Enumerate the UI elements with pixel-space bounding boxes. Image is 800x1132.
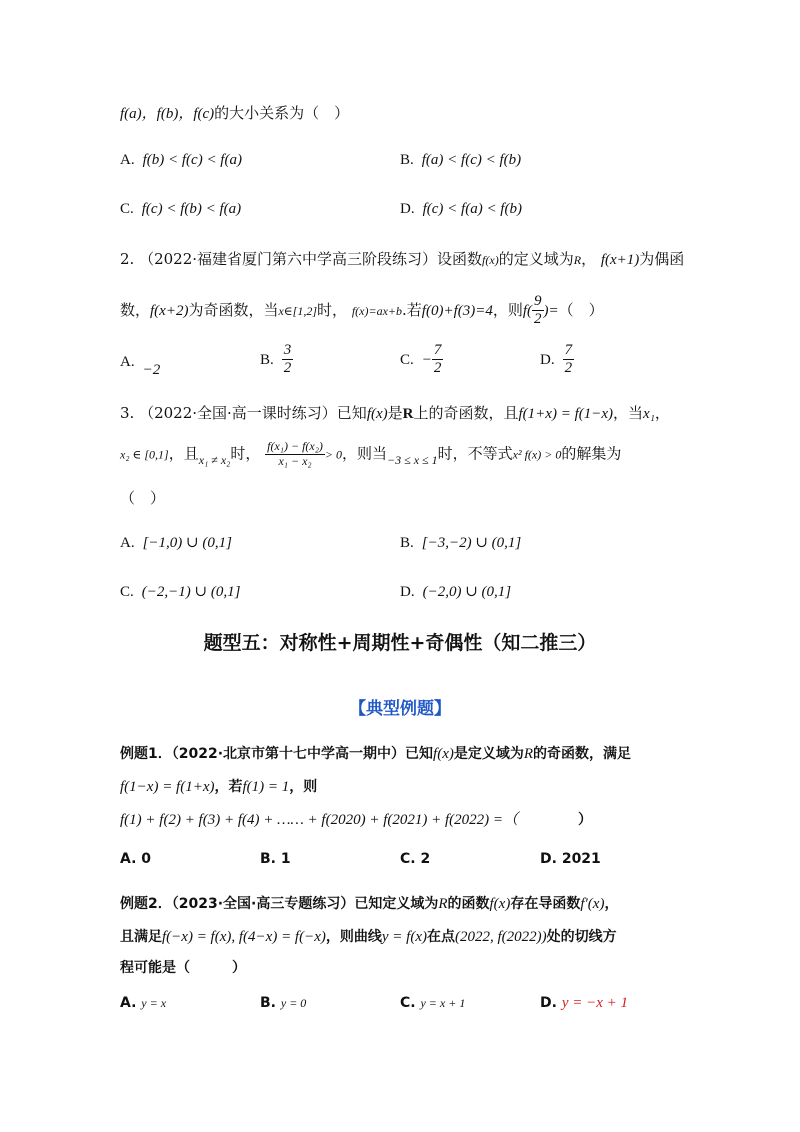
option-a[interactable]: A. [−1,0) ∪ (0,1] (120, 535, 232, 551)
ex1-stem-line-3: f(1) + f(2) + f(3) + f(4) + …… + f(2020) + f(2021) + f(2022) =（ ） (120, 812, 593, 828)
math-expression: f(a)，f(b)，f(c) (120, 106, 215, 122)
option-d[interactable]: D. 2021 (540, 851, 601, 867)
question-source: （2022·全国·高一课时练习）已知 (139, 404, 367, 422)
option-c[interactable]: C. − $\frac{7}{2}$ (400, 342, 442, 377)
q2-stem-line-1: 2. （2022·福建省厦门第六中学高三阶段练习）设函数f(x)的定义域为R， f(x+1)为偶函 (120, 250, 685, 268)
example-label: 例题1．（2022·北京市第十七中学高一期中）已知 (120, 746, 434, 762)
option-c[interactable]: C. f(c) < f(b) < f(a) (120, 201, 242, 217)
option-b[interactable]: B. $\frac{3}{2}$ (260, 342, 292, 377)
q-prev-stem (120, 102, 349, 123)
ex1-stem-line-1: 例题1．（2022·北京市第十七中学高一期中）已知f(x)是定义域为R的奇函数，满足 (120, 746, 632, 762)
option-d[interactable]: D. $\frac{7}{2}$ (540, 342, 573, 377)
option-a[interactable]: A. −2 (120, 354, 161, 378)
ex2-stem-line-1: 例题2．（2023·全国·高三专题练习）已知定义域为R的函数f(x)存在导函数f′(x)， (120, 896, 619, 912)
option-a[interactable]: A. y = x (120, 995, 167, 1011)
ex1-stem-line-2: f(1−x) = f(1+x)，若f(1) = 1，则 (120, 779, 318, 795)
question-source: （2022·福建省厦门第六中学高三阶段练习）设函数 (139, 250, 483, 268)
fraction: $\frac{\text{f(x₁) − f(x₂)}}{\text{x₁ − x₂}}$ (267, 439, 323, 468)
option-d[interactable]: D. (−2,0) ∪ (0,1] (400, 584, 512, 600)
highlighted-answer: y = −x + 1 (561, 995, 629, 1011)
option-c[interactable]: C. (−2,−1) ∪ (0,1] (120, 584, 241, 600)
q2-options-row (120, 342, 720, 382)
option-a[interactable]: A. 0 (120, 851, 152, 867)
question-number: 3. (120, 404, 135, 422)
option-c[interactable]: C. 2 (400, 851, 431, 867)
option-a[interactable]: A. f(b) < f(c) < f(a) (120, 152, 242, 168)
option-b[interactable]: B. 1 (260, 851, 291, 867)
q3-stem-line-1: 3. （2022·全国·高一课时练习）已知f(x)是R上的奇函数，且f(1+x) = f(1−x)，当x₁， (120, 404, 670, 422)
option-d[interactable]: D. y = −x + 1 (540, 995, 629, 1011)
section-subtitle: 【典型例题】 (349, 699, 451, 719)
option-d[interactable]: D. f(c) < f(a) < f(b) (400, 201, 522, 217)
q3-stem-line-2: x₂ ∈ [0,1]，且$_{x_1 \ne x_2}$时， $\frac{\text{f(x₁) − f(x₂)}}{\text{x₁ − x₂}}$ > 0，则当$_{-3 \le x \le 1}$时，不等式x² f(x) > 0的解集为 (120, 439, 622, 468)
section-title: 题型五：对称性+周期性+奇偶性（知二推三） (203, 632, 597, 654)
option-b[interactable]: B. [−3,−2) ∪ (0,1] (400, 535, 522, 551)
example-label: 例题2．（2023·全国·高三专题练习）已知定义域为 (120, 896, 439, 912)
option-b[interactable]: B. f(a) < f(c) < f(b) (400, 152, 522, 168)
stem-text: 的大小关系为（ ） (214, 104, 350, 122)
q3-stem-line-3: （ ） (120, 489, 166, 507)
question-number: 2. (120, 250, 135, 268)
q2-stem-line-2: 数，f(x+2)为奇函数，当x∈[1,2]时， f(x)=ax+b.若f(0)+f(3)=4，则f( $\frac{9}{2}$ )=（ ） (120, 293, 604, 328)
ex2-stem-line-3: 程可能是（ ） (120, 960, 246, 976)
fraction: $\frac{9}{2}$ (534, 293, 542, 328)
ex2-stem-line-2: 且满足f(−x) = f(x), f(4−x) = f(−x)，则曲线y = f(x)在点(2022, f(2022))处的切线方 (120, 929, 617, 945)
option-b[interactable]: B. y = 0 (260, 995, 307, 1011)
option-c[interactable]: C. y = x + 1 (400, 995, 466, 1011)
